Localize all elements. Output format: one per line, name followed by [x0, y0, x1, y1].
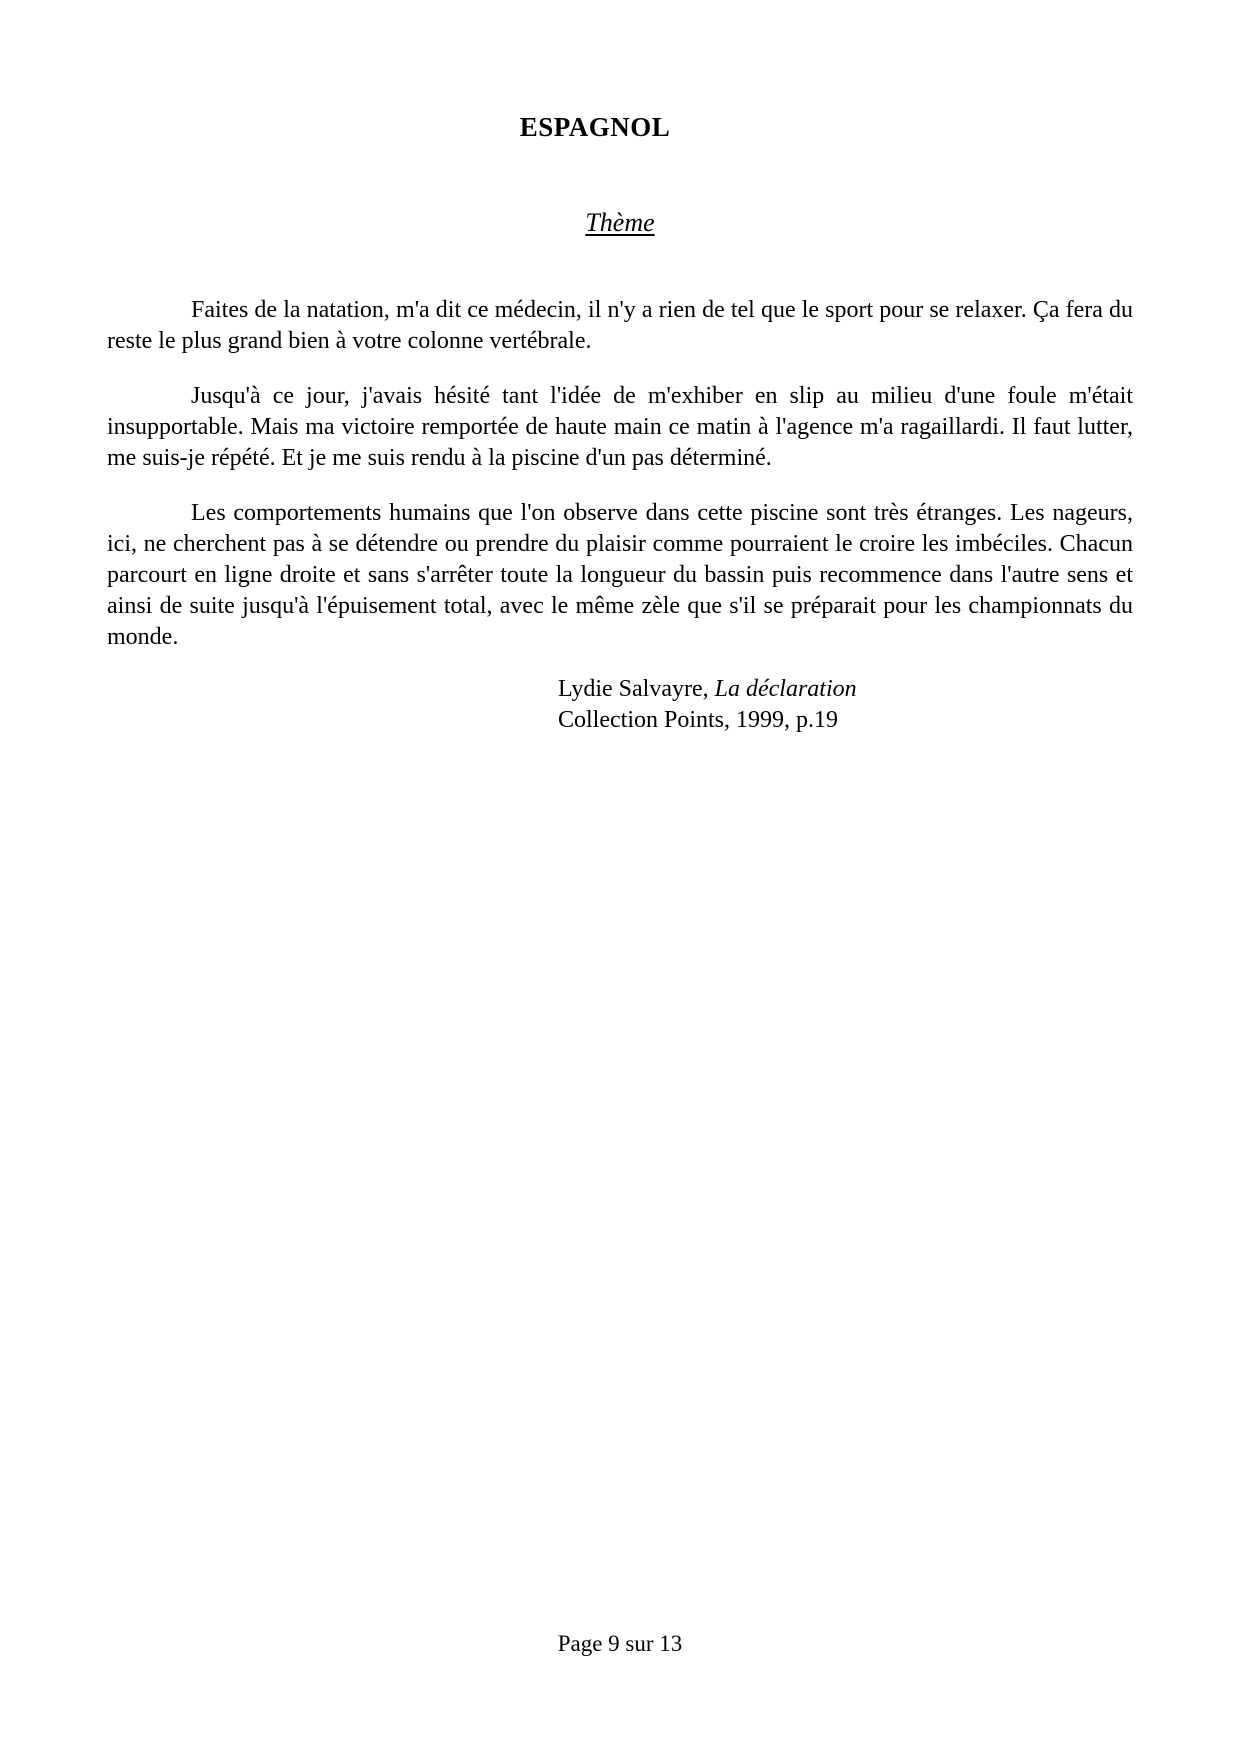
- body-text: [107, 295, 1133, 653]
- attribution-work-title: La déclaration: [714, 676, 857, 702]
- subtitle-text: Thème: [585, 208, 655, 237]
- paragraph-1: Faites de la natation, m'a dit ce médecin, il n'y a rien de tel que le sport pour se relaxer. Ça fera du reste le plus grand bien à votre colonne vertébrale.: [107, 297, 1133, 354]
- page-number: Page 9 sur 13: [557, 1631, 683, 1656]
- section-subtitle: [0, 207, 1240, 238]
- attribution-publisher: Collection Points, 1999, p.19: [558, 707, 839, 733]
- paragraph-2: Jusqu'à ce jour, j'avais hésité tant l'idée de m'exhiber en slip au milieu d'une foule m'était insupportable. Mais ma victoire remportée de haute main ce matin à l'agence m'a ragaillardi. Il faut lutter, me suis-je répété. Et je me suis rendu à la piscine d'un pas déterminé.: [107, 383, 1133, 471]
- paragraph-3: Les comportements humains que l'on observe dans cette piscine sont très étranges. Les nageurs, ici, ne cherchent pas à se détendre ou prendre du plaisir comme pourraient le croire les imbéciles. Chacun parcourt en ligne droite et sans s'arrêter toute la longueur du bassin puis recommence dans l'autre sens et ainsi de suite jusqu'à l'épuisement total, avec le même zèle que s'il se préparait pour les championnats du monde.: [107, 500, 1133, 650]
- source-attribution: [558, 674, 1240, 736]
- attribution-author-line: [558, 674, 1240, 705]
- attribution-author: Lydie Salvayre,: [558, 676, 715, 702]
- page-title: ESPAGNOL: [519, 112, 671, 142]
